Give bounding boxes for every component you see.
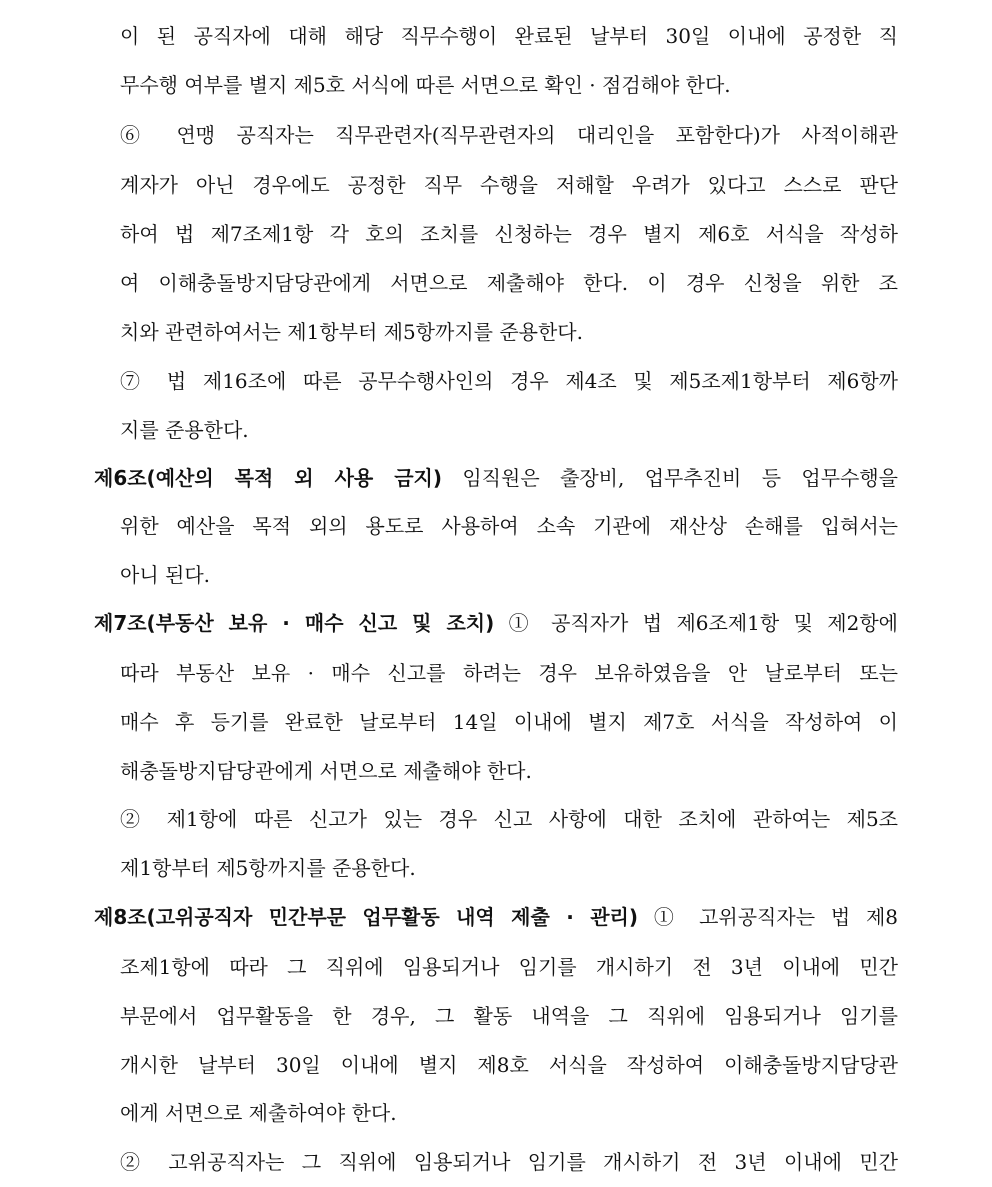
article-heading-line: [94, 901, 898, 933]
text-line: 조제1항에 따라 그 직위에 임용되거나 임기를 개시하기 전 3년 이내에 민간: [120, 955, 898, 979]
text-line: ② 제1항에 따른 신고가 있는 경우 신고 사항에 대한 조치에 관하여는 제5조: [120, 807, 898, 831]
text-line: 해충돌방지담당관에게 서면으로 제출해야 한다.: [120, 759, 532, 783]
text-line: 무수행 여부를 별지 제5호 서식에 따른 서면으로 확인 · 점검해야 한다.: [120, 73, 731, 97]
text-line: 개시한 날부터 30일 이내에 별지 제8호 서식을 작성하여 이해충돌방지담당관: [120, 1053, 898, 1077]
text-line: 계자가 아닌 경우에도 공정한 직무 수행을 저해할 우려가 있다고 스스로 판단: [120, 173, 898, 197]
text-line: 지를 준용한다.: [120, 418, 249, 442]
article-heading-line: [94, 607, 898, 639]
text-line: 매수 후 등기를 완료한 날로부터 14일 이내에 별지 제7호 서식을 작성하여 이: [120, 710, 898, 734]
text-line: 위한 예산을 목적 외의 용도로 사용하여 소속 기관에 재산상 손해를 입혀서는: [120, 514, 898, 538]
text-line: 여 이해충돌방지담당관에게 서면으로 제출해야 한다. 이 경우 신청을 위한 조: [120, 271, 898, 295]
text-line: 치와 관련하여서는 제1항부터 제5항까지를 준용한다.: [120, 320, 583, 344]
article-title: 제8조(고위공직자 민간부문 업무활동 내역 제출 · 관리): [94, 905, 639, 929]
article-text: ① 고위공직자는 법 제8: [638, 905, 898, 929]
text-line: 아니 된다.: [120, 563, 210, 587]
article-text: ① 공직자가 법 제6조제1항 및 제2항에: [494, 611, 898, 635]
text-line: 제1항부터 제5항까지를 준용한다.: [120, 856, 416, 880]
text-line: 이 된 공직자에 대해 해당 직무수행이 완료된 날부터 30일 이내에 공정한 직: [120, 24, 898, 48]
text-line: 따라 부동산 보유 · 매수 신고를 하려는 경우 보유하였음을 안 날로부터 또는: [120, 661, 898, 685]
text-line: 부문에서 업무활동을 한 경우, 그 활동 내역을 그 직위에 임용되거나 임기를: [120, 1004, 898, 1028]
article-title: 제7조(부동산 보유 · 매수 신고 및 조치): [94, 611, 495, 635]
article-heading-line: [94, 462, 898, 494]
text-line: ⑦ 법 제16조에 따른 공무수행사인의 경우 제4조 및 제5조제1항부터 제6항까: [120, 369, 898, 393]
text-line: ② 고위공직자는 그 직위에 임용되거나 임기를 개시하기 전 3년 이내에 민간: [120, 1150, 898, 1174]
text-line: 에게 서면으로 제출하여야 한다.: [120, 1101, 397, 1125]
article-text: 임직원은 출장비, 업무추진비 등 업무수행을: [441, 466, 899, 490]
article-title: 제6조(예산의 목적 외 사용 금지): [94, 466, 442, 490]
text-line: 하여 법 제7조제1항 각 호의 조치를 신청하는 경우 별지 제6호 서식을 작성하: [120, 222, 898, 246]
text-line: ⑥ 연맹 공직자는 직무관련자(직무관련자의 대리인을 포함한다)가 사적이해관: [120, 123, 898, 147]
